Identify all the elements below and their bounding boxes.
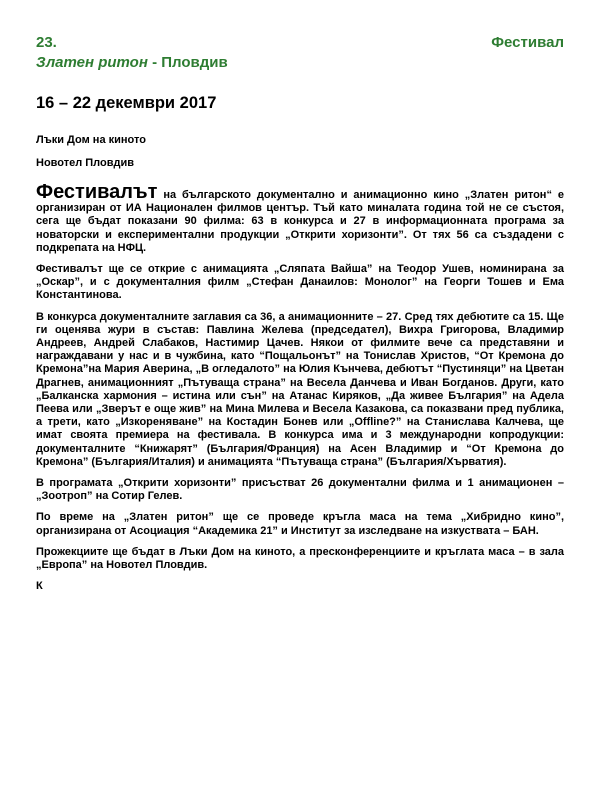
document-page	[36, 34, 564, 592]
paragraph-1-rest: на българското документално и анимационно кино „Златен ритон“ е организиран от ИА Национален филмов център. Тъй като миналата година той не се състоя, сега ще бъдат показани 90 филма: 63 в конкурса и 27 в информационната програма за новаторски и експериментални продукции „Открити хоризонти”. От тях 56 са създадени с подкрепата на НФЦ.	[36, 189, 564, 254]
end-mark: К	[36, 580, 43, 593]
article-body	[36, 181, 564, 572]
festival-dates: 16 – 22 декември 2017	[36, 94, 217, 112]
venue-2: Новотел Пловдив	[36, 157, 135, 169]
paragraph-3: В конкурса документалните заглавия са 36, а анимационните – 27. Сред тях дебютите са 15. Ще ги оценява жури в състав: Павлина Желева (председател), Вихра Григорова, Владимир Андреев, Андрей Слабаков, Настимир Цачев. Някои от филмите вече са представяни и награждавани у нас и в чужбина, като “Пощальонът” на Тонислав Христов, “От Кремона до Кремона”на Мария Аверина, „В огледалото” на Юлия Кънчева, дебютът “Пустиняци” на Цветан Драгнев, анимационният „Пътуваща страна” на Весела Данчева и Иван Богданов. Други, като „Балканска хармония – истина или сън” на Атанас Киряков, „Да живее България” на Адела Пеева или „Зверът е още жив” на Мина Милева и Весела Казакова, са показвани пред публика, а трети, като „Изкореняване” на Костадин Бонев или „Offline?” на Станислава Калчева, ще имат своята премиера на фестивала. В конкурса има и 3 международни копродукции: документалните “Книжарят” (България/Франция) на Асен Владимир и “От Кремона до Кремона” (България/Италия) и анимацията “Пътуваща страна” (България/Хърватия).	[36, 310, 564, 468]
festival-title	[36, 53, 564, 73]
header-row	[36, 34, 564, 52]
paragraph-6: Прожекциите ще бъдат в Лъки Дом на киното, а пресконференциите и кръглата маса – в зала „Европа” на Новотел Пловдив.	[36, 545, 564, 572]
venue-1: Лъки Дом на киното	[36, 134, 146, 146]
paragraph-1	[36, 181, 564, 255]
festival-title-italic: Златен ритон	[36, 54, 148, 71]
festival-title-city: - Пловдив	[147, 54, 228, 71]
paragraph-4: В програмата „Открити хоризонти” присъстват 26 документални филма и 1 анимационен – „Зоотроп” на Сотир Гелев.	[36, 477, 564, 503]
lead-word: Фестивалът	[36, 181, 158, 203]
section-tag: Фестивал	[491, 34, 564, 51]
paragraph-5: По време на „Златен ритон” ще се проведе кръгла маса на тема „Хибридно кино”, организирана от Асоциация “Академика 21” и Институт за изследване на изкуствата – БАН.	[36, 511, 564, 537]
festival-number: 23.	[36, 34, 57, 51]
paragraph-2: Фестивалът ще се открие с анимацията „Сляпата Вайша” на Теодор Ушев, номинирана за „Оскар”, и с документалния филм „Стефан Данаилов: Монолог” на Георги Тошев и Ема Константинова.	[36, 263, 564, 302]
